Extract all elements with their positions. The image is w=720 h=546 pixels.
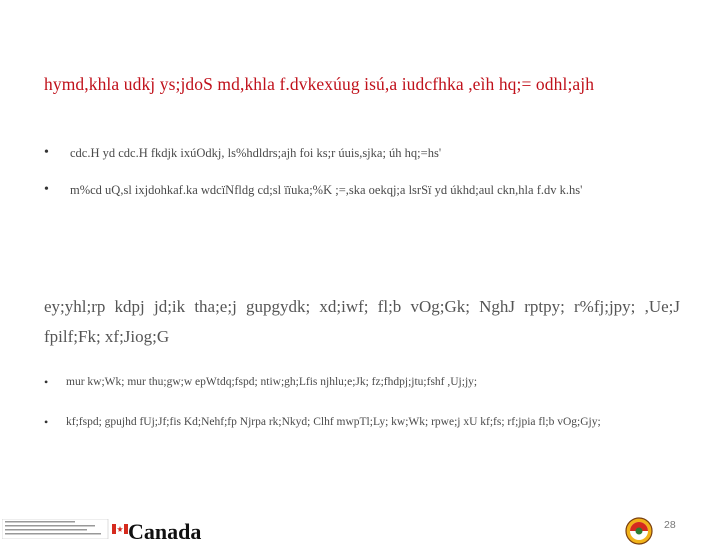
bullet-text: m%cd uQ,sl ixjdohkaf.ka wdcïNfldg cd;sl ïïuka;%K ;=,ska oekqj;a lsrSï yd úkhd;aul ckn,hla f.dv k.hs': [70, 183, 583, 197]
page-number: 28: [664, 519, 676, 531]
list-item: [44, 374, 694, 390]
list-item: [44, 181, 704, 199]
list-item: [44, 144, 704, 162]
main-bullet-list: [44, 144, 704, 199]
bullet-text: cdc.H yd cdc.H fkdjk ixúOdkj, ls%hdldrs;ajh foi ks;r úuis,sjka; úh hq;=hs': [70, 146, 442, 160]
sponsor-fine-print-icon: [2, 519, 110, 539]
emblem-icon: [624, 516, 654, 546]
canada-wordmark: Canada: [128, 519, 202, 544]
bullet-icon: •: [44, 145, 49, 160]
list-item: [44, 414, 694, 430]
bullet-icon: •: [44, 375, 49, 389]
body-paragraph: ey;yhl;rp kdpj jd;ik tha;e;j gupgydk; xd;iwf; fl;b vOg;Gk; NghJ rptpy; r%fj;jpy; ,Ue;J fpilf;Fk; xf;Jiog;G: [44, 297, 680, 346]
bullet-text: mur kw;Wk; mur thu;gw;w epWtdq;fspd; ntiw;gh;Lfis njhlu;e;Jk; fz;fhdpj;jtu;fshf ,Uj;jy;: [66, 376, 478, 388]
sub-bullet-list: [44, 374, 694, 430]
slide-title: hymd,khla udkj ys;jdoS md,khla f.dvkexúug isú,a iudcfhka ,eìh hq;= odhl;ajh: [44, 74, 595, 94]
bullet-text: kf;fspd; gpujhd fUj;Jf;fis Kd;Nehf;fp Njrpa rk;Nkyd; Clhf mwpTl;Ly; kw;Wk; rpwe;j xU kf;fs; rf;jpia fl;b vOg;Gjy;: [66, 416, 601, 428]
canada-logo: [0, 518, 202, 544]
bullet-icon: •: [44, 415, 49, 429]
bullet-icon: •: [44, 182, 49, 197]
